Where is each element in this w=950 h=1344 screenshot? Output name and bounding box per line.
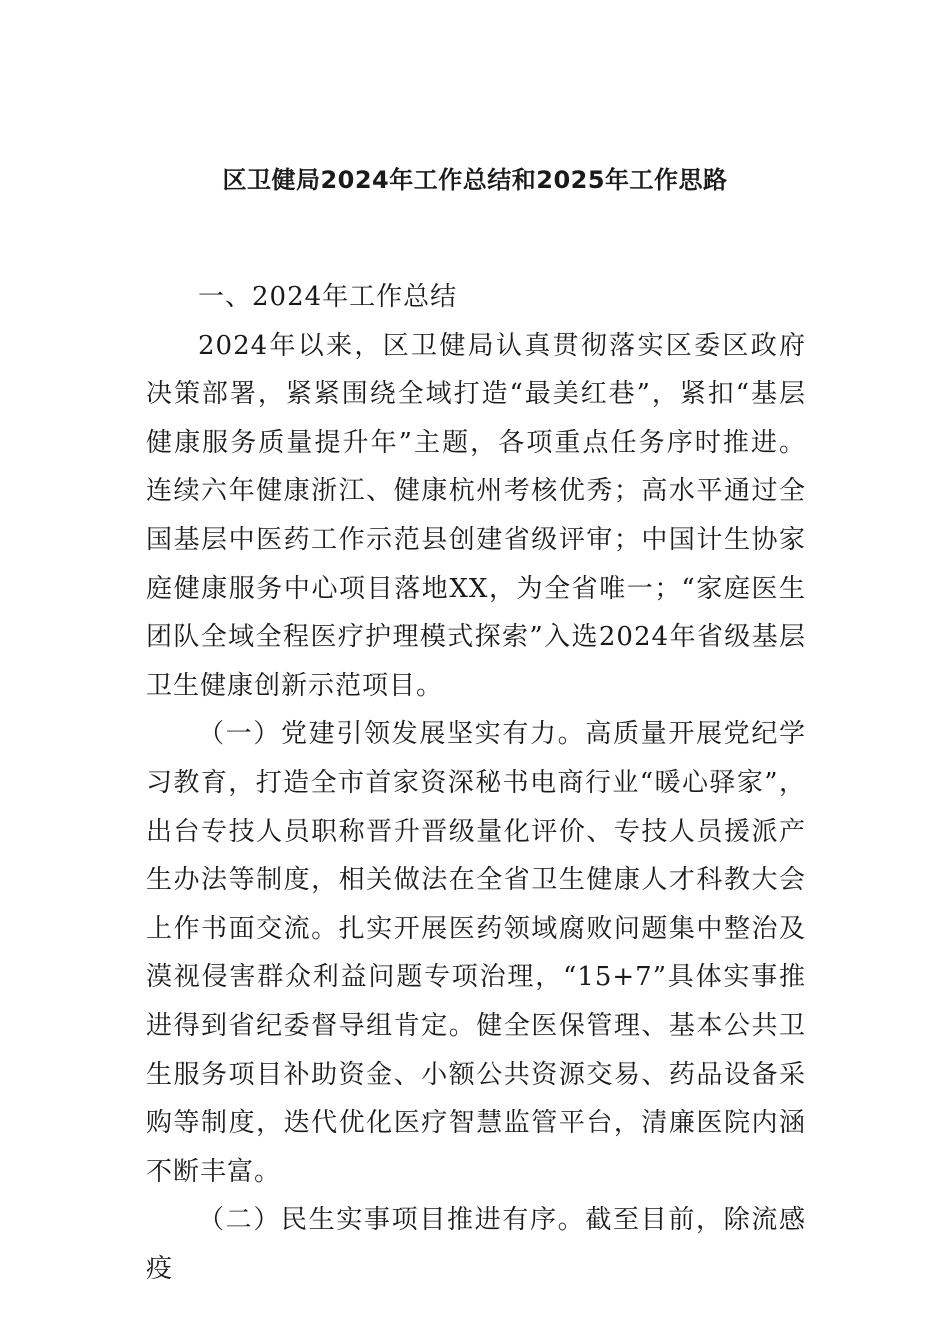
document-title: 区卫健局2024年工作总结和2025年工作思路 [222,166,728,194]
paragraph-livelihood-projects: （二）民生实事项目推进有序。截至目前，除流感疫 [146,1205,806,1284]
paragraph-party-building: （一）党建引领发展坚实有力。高质量开展党纪学习教育，打造全市首家资深秘书电商行业“暖心驿家”，出台专技人员职称晋升晋级量化评价、专技人员援派产生办法等制度，相关做法在全省卫生健康人才科教大会上作书面交流。扎实开展医药领域腐败问题集中整治及漠视侵害群众利益问题专项治理，“15+7”具体实事推进得到省纪委督导组肯定。健全医保管理、基本公共卫生服务项目补助资金、小额公共资源交易、药品设备采购等制度，迭代优化医疗智慧监管平台，清廉医院内涵不断丰富。 [146,719,806,1187]
paragraph-overview: 2024年以来，区卫健局认真贯彻落实区委区政府决策部署，紧紧围绕全域打造“最美红巷”，紧扣“基层健康服务质量提升年”主题，各项重点任务序时推进。连续六年健康浙江、健康杭州考核优秀；高水平通过全国基层中医药工作示范县创建省级评审；中国计生协家庭健康服务中心项目落地XX，为全省唯一；“家庭医生团队全域全程医疗护理模式探索”入选2024年省级基层卫生健康创新示范项目。 [146,330,806,701]
document-body [146,273,806,1293]
section-heading-2024-summary: 一、2024年工作总结 [198,282,458,312]
